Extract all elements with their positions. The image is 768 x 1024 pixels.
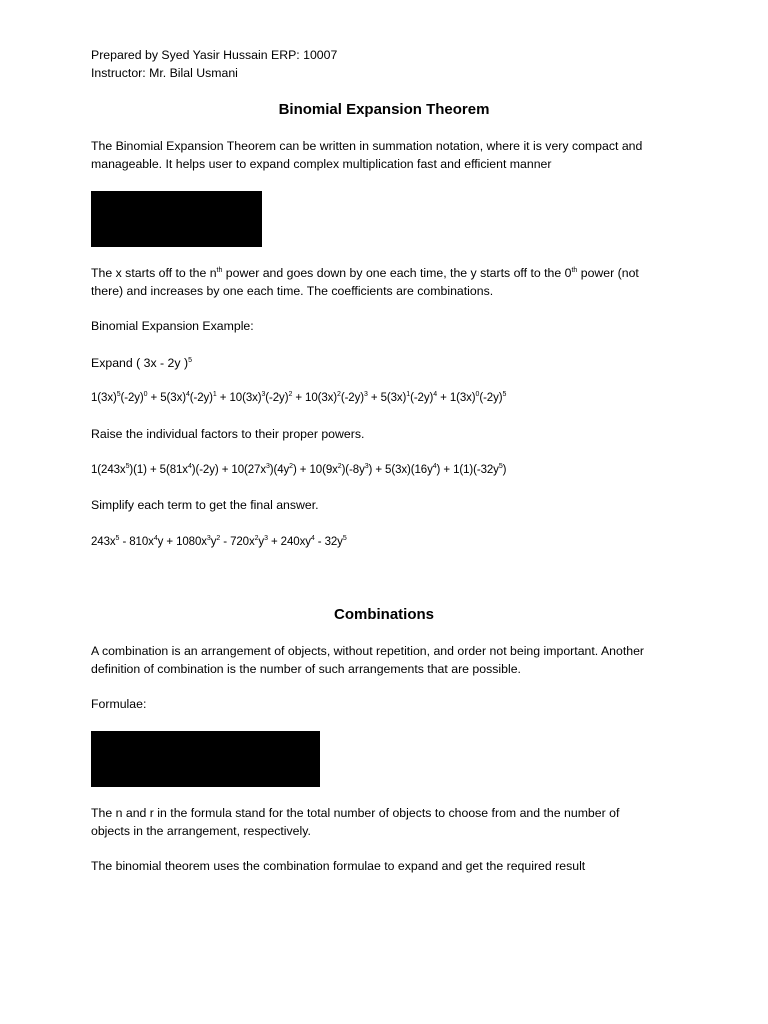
closing-sentence: The binomial theorem uses the combination formulae to expand and get the required result — [91, 859, 586, 873]
raise-powers-text: Raise the individual factors to their proper powers. — [91, 427, 365, 441]
simplify-text: Simplify each term to get the final answer. — [91, 498, 319, 512]
section-title-combinations: Combinations — [334, 606, 434, 623]
intro-paragraph-line-1: The Binomial Expansion Theorem can be written in summation notation, where it is very compact and — [91, 139, 643, 153]
expansion-step-1: $1(3x)^5(-2y)^0 + 5(3x)^4(-2y)^1 + 10(3x)^3(-2y)^2 + 10(3x)^2(-2y)^3 + 5(3x)^1(-2y)^4 + 1(3x)^0(-2y)^5$ — [91, 391, 507, 404]
combination-formula-image — [91, 731, 320, 787]
n-r-explanation-line-2: objects in the arrangement, respectively. — [91, 824, 311, 838]
intro-paragraph-line-2: manageable. It helps user to expand complex multiplication fast and efficient manner — [91, 157, 552, 171]
explanation-line-1: The x starts off to the $n^{th}$ power and goes down by one each time, the y starts off to the 0th power (not — [91, 266, 639, 280]
formulae-label: Formulae: — [91, 697, 147, 711]
example-heading: Binomial Expansion Example: — [91, 319, 254, 333]
expansion-step-2: $1(243x^5)(1) + 5(81x^4)(-2y) + 10(27x^3)(4y^2) + 10(9x^2)(-8y^3) + 5(3x)(16y^4) + 1(1)(-32y^5)$ — [91, 463, 507, 476]
prepared-by-line: Prepared by Syed Yasir Hussain ERP: 10007 — [91, 48, 338, 62]
final-answer: $243x^5 - 810x^4y + 1080x^3y^2 - 720x^2y^3 + 240xy^4 - 32y^5$ — [91, 535, 347, 548]
combination-definition-line-2: definition of combination is the number of such arrangements that are possible. — [91, 662, 521, 676]
n-r-explanation-line-1: The n and r in the formula stand for the total number of objects to choose from and the number of — [91, 806, 620, 820]
combination-definition-line-1: A combination is an arrangement of objects, without repetition, and order not being important. Another — [91, 644, 645, 658]
section-title-binomial: Binomial Expansion Theorem — [278, 101, 490, 118]
explanation-line-2: there) and increases by one each time. The coefficients are combinations. — [91, 284, 494, 298]
expand-expression: Expand ( 3x - 2y )$^5$ — [91, 356, 192, 370]
binomial-formula-image — [91, 191, 262, 247]
instructor-line: Instructor: Mr. Bilal Usmani — [91, 66, 238, 80]
